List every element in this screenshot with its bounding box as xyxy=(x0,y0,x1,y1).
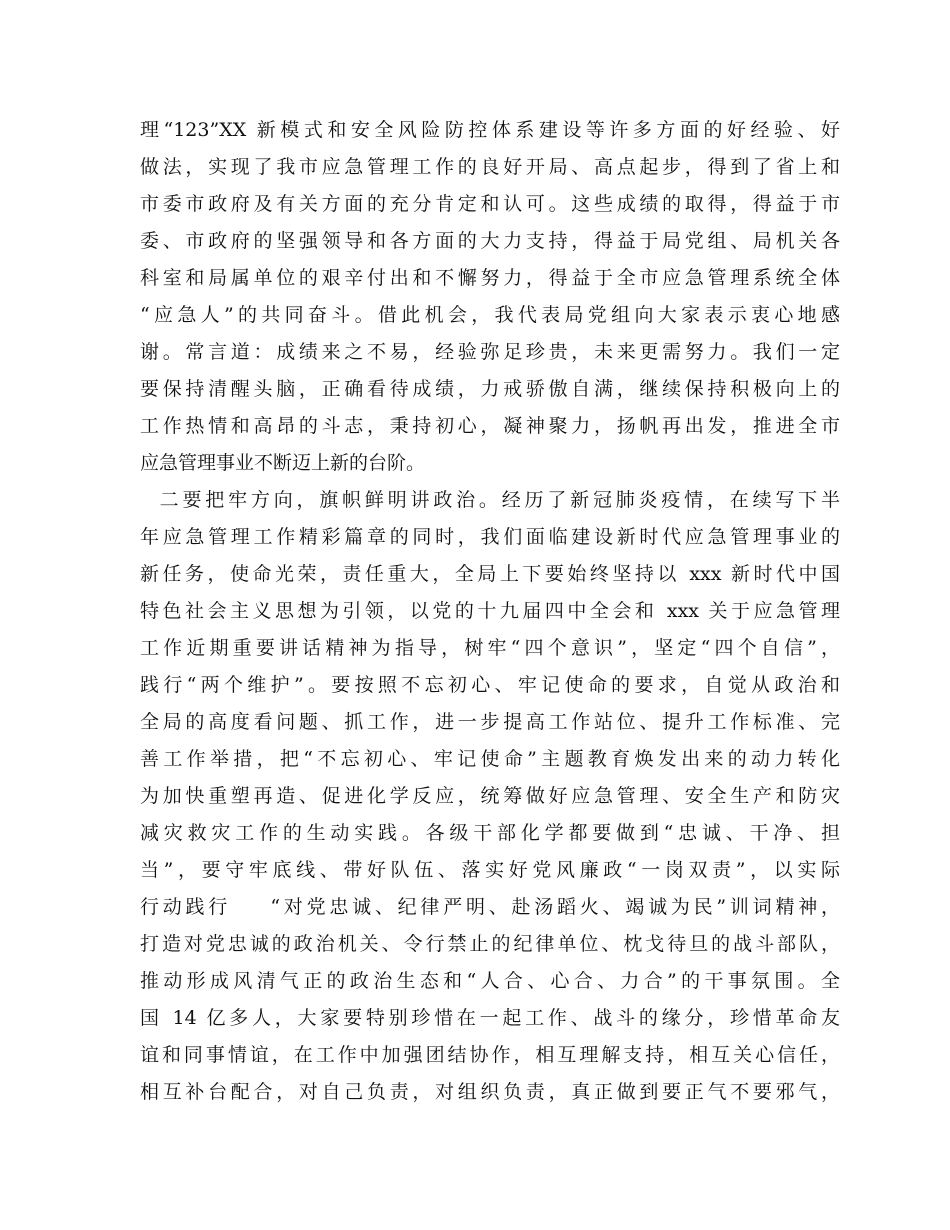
text-line: 做法，实现了我市应急管理工作的良好开局、高点起步，得到了省上和 xyxy=(140,156,840,178)
text-line: 全局的高度看问题、抓工作，进一步提高工作站位、提升工作标准、完 xyxy=(140,711,840,733)
text-line: 减灾救灾工作的生动实践。各级干部化学都要做到“忠诚、干净、担 xyxy=(140,822,840,844)
text-line: 行动践行 “对党忠诚、纪律严明、赴汤蹈火、竭诚为民”训词精神， xyxy=(140,896,840,918)
text-line: 国 14 亿多人，大家要特别珍惜在一起工作、战斗的缘分，珍惜革命友 xyxy=(140,1007,840,1029)
text-line: 当”，要守牢底线、带好队伍、落实好党风廉政“一岗双责”，以实际 xyxy=(140,859,840,881)
text-line: 为加快重塑再造、促进化学反应，统筹做好应急管理、安全生产和防灾 xyxy=(140,785,840,807)
text-line: “应急人”的共同奋斗。借此机会，我代表局党组向大家表示衷心地感 xyxy=(140,304,840,326)
text-line: 特色社会主义思想为引领，以党的十九届四中全会和 xxx 关于应急管理 xyxy=(140,600,840,622)
text-line: 相互补台配合，对自己负责，对组织负责，真正做到要正气不要邪气， xyxy=(140,1081,840,1103)
body-text xyxy=(140,112,840,1111)
text-line: 谢。常言道：成绩来之不易，经验弥足珍贵，未来更需努力。我们一定 xyxy=(140,341,840,363)
text-line: 谊和同事情谊，在工作中加强团结协作，相互理解支持，相互关心信任， xyxy=(140,1044,840,1066)
text-line: 应急管理事业不断迈上新的台阶。 xyxy=(140,452,426,474)
text-line: 理“123”XX 新模式和安全风险防控体系建设等许多方面的好经验、好 xyxy=(140,119,840,141)
text-line: 推动形成风清气正的政治生态和“人合、心合、力合”的干事氛围。全 xyxy=(140,970,840,992)
text-line: 工作热情和高昂的斗志，秉持初心，凝神聚力，扬帆再出发，推进全市 xyxy=(140,415,840,437)
text-line: 要保持清醒头脑，正确看待成绩，力戒骄傲自满，继续保持积极向上的 xyxy=(140,378,840,400)
text-line: 委、市政府的坚强领导和各方面的大力支持，得益于局党组、局机关各 xyxy=(140,230,840,252)
text-line: 二要把牢方向，旗帜鲜明讲政治。经历了新冠肺炎疫情，在续写下半 xyxy=(140,489,840,511)
text-line: 工作近期重要讲话精神为指导，树牢“四个意识”，坚定“四个自信”， xyxy=(140,637,840,659)
text-line: 年应急管理工作精彩篇章的同时，我们面临建设新时代应急管理事业的 xyxy=(140,526,840,548)
text-line: 新任务，使命光荣，责任重大，全局上下要始终坚持以 xxx 新时代中国 xyxy=(140,563,840,585)
text-line: 善工作举措，把“不忘初心、牢记使命”主题教育焕发出来的动力转化 xyxy=(140,748,840,770)
text-line: 践行“两个维护”。要按照不忘初心、牢记使命的要求，自觉从政治和 xyxy=(140,674,840,696)
text-line: 科室和局属单位的艰辛付出和不懈努力，得益于全市应急管理系统全体 xyxy=(140,267,840,289)
text-line: 市委市政府及有关方面的充分肯定和认可。这些成绩的取得，得益于市 xyxy=(140,193,840,215)
text-line: 打造对党忠诚的政治机关、令行禁止的纪律单位、枕戈待旦的战斗部队， xyxy=(140,933,840,955)
